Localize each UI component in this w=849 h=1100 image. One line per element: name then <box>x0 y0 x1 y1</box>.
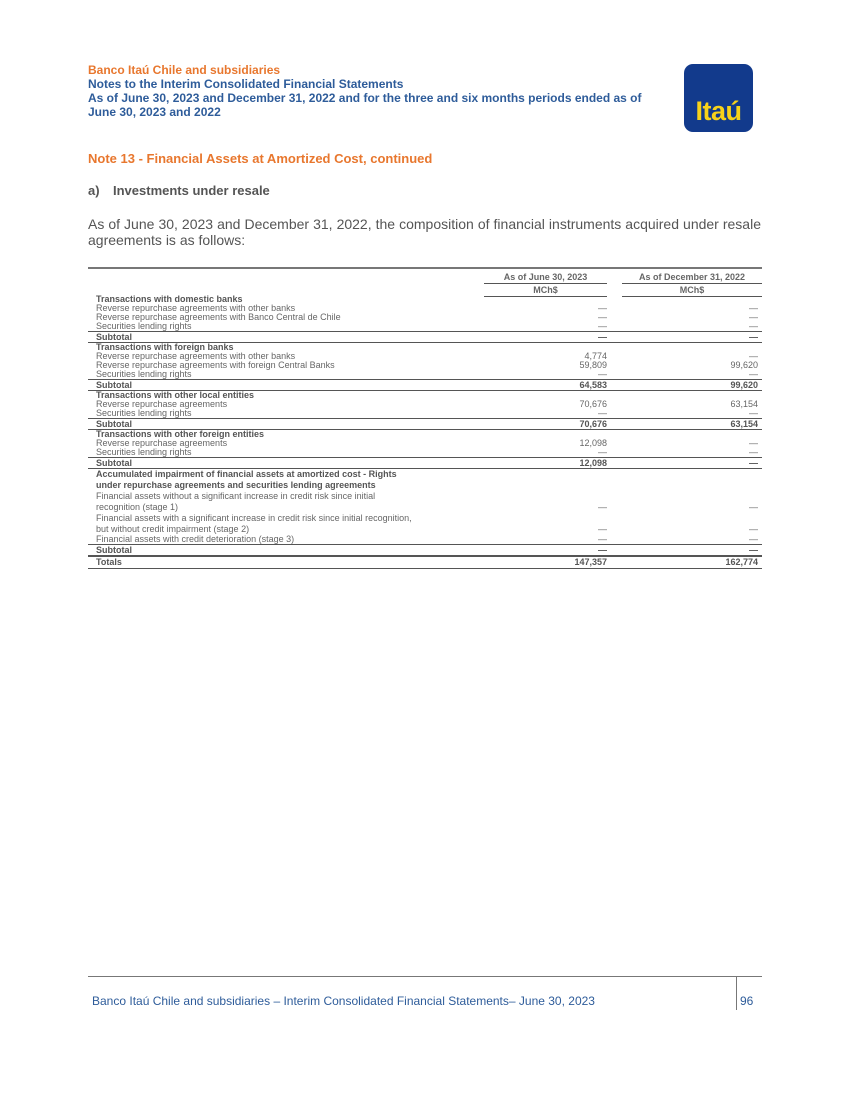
value-2022: 162,774 <box>725 557 758 567</box>
footer-text: Banco Itaú Chile and subsidiaries – Interim Consolidated Financial Statements– June 30, 2023 <box>92 994 595 1008</box>
value-2022: — <box>749 312 758 322</box>
value-2022: — <box>749 545 758 555</box>
label-line: under repurchase agreements and securities lending agreements <box>96 480 376 490</box>
column-title: As of June 30, 2023 <box>484 272 607 284</box>
section-label: a) <box>88 183 100 198</box>
value-2023: — <box>598 545 607 555</box>
header-line-2: Notes to the Interim Consolidated Financial Statements <box>88 77 404 91</box>
table-row <box>88 448 762 457</box>
column-header-december-2022 <box>622 272 762 297</box>
row-label <box>96 491 375 513</box>
value-2023: 4,774 <box>584 351 607 361</box>
row-label <box>96 513 412 535</box>
row-label: Totals <box>96 557 122 567</box>
value-2022: — <box>749 502 758 512</box>
section-row-impairment <box>88 469 762 491</box>
value-2023: — <box>598 534 607 544</box>
value-2023: 12,098 <box>579 458 607 468</box>
column-unit: MCh$ <box>484 284 607 297</box>
document-header <box>88 63 678 119</box>
value-2022: 63,154 <box>730 399 758 409</box>
header-line-4: June 30, 2023 and 2022 <box>88 105 221 119</box>
page-number: 96 <box>740 994 754 1008</box>
row-label: Securities lending rights <box>96 369 192 379</box>
row-label: Securities lending rights <box>96 447 192 457</box>
value-2022: — <box>749 524 758 534</box>
value-2023: — <box>598 369 607 379</box>
row-label: Subtotal <box>96 545 132 555</box>
value-2023: — <box>598 447 607 457</box>
row-label: Reverse repurchase agreements with foreign Central Banks <box>96 360 335 370</box>
note-title: Note 13 - Financial Assets at Amortized Cost, continued <box>88 151 433 166</box>
label-line: but without credit impairment (stage 2) <box>96 524 250 534</box>
row-label: Reverse repurchase agreements with other banks <box>96 303 296 313</box>
table-header <box>88 269 762 295</box>
value-2023: — <box>598 303 607 313</box>
intro-paragraph: As of June 30, 2023 and December 31, 2022, the composition of financial instruments acquired under resale agreements is as follows: <box>88 216 761 248</box>
footer-rule <box>88 976 762 977</box>
column-title: As of December 31, 2022 <box>622 272 762 284</box>
value-2022: — <box>749 408 758 418</box>
value-2023: — <box>598 321 607 331</box>
value-2023: 70,676 <box>579 419 607 429</box>
value-2023: — <box>598 408 607 418</box>
logo-text: Itaú <box>695 96 742 126</box>
row-label: Transactions with other local entities <box>96 390 255 400</box>
value-2023: 147,357 <box>574 557 607 567</box>
value-2022: — <box>749 332 758 342</box>
row-label: Transactions with domestic banks <box>96 294 243 304</box>
value-2022: — <box>749 369 758 379</box>
row-label: Subtotal <box>96 419 132 429</box>
value-2022: — <box>749 303 758 313</box>
section-title: Investments under resale <box>113 183 270 198</box>
value-2023: 64,583 <box>579 380 607 390</box>
column-unit: MCh$ <box>622 284 762 297</box>
value-2023: — <box>598 524 607 534</box>
row-label: Financial assets with credit deterioration (stage 3) <box>96 534 295 544</box>
value-2022: — <box>749 458 758 468</box>
row-label: Transactions with other foreign entities <box>96 429 265 439</box>
header-line-3: As of June 30, 2023 and December 31, 2022 and for the three and six months periods ended as of <box>88 91 642 105</box>
label-line: Financial assets without a significant increase in credit risk since initial <box>96 491 376 501</box>
value-2022: — <box>749 447 758 457</box>
row-label: Reverse repurchase agreements <box>96 438 228 448</box>
subtotal-row <box>88 457 762 469</box>
value-2023: 70,676 <box>579 399 607 409</box>
row-label: Subtotal <box>96 380 132 390</box>
value-2023: 12,098 <box>579 438 607 448</box>
value-2023: — <box>598 332 607 342</box>
table-row <box>88 370 762 379</box>
row-label <box>96 469 397 491</box>
totals-row <box>88 556 762 569</box>
resale-investments-table <box>88 267 762 569</box>
table-row <box>88 535 762 544</box>
company-name: Banco Itaú Chile and subsidiaries <box>88 63 281 77</box>
value-2022: — <box>749 321 758 331</box>
section-heading <box>88 183 270 198</box>
row-label: Reverse repurchase agreements <box>96 399 228 409</box>
row-label: Subtotal <box>96 332 132 342</box>
label-line: Financial assets with a significant increase in credit risk since initial recognition, <box>96 513 412 523</box>
row-label: Reverse repurchase agreements with other banks <box>96 351 296 361</box>
value-2022: 99,620 <box>730 360 758 370</box>
value-2023: 59,809 <box>579 360 607 370</box>
table-row <box>88 409 762 418</box>
subtotal-row <box>88 544 762 556</box>
value-2022: — <box>749 438 758 448</box>
footer-divider <box>736 977 737 1010</box>
value-2022: 63,154 <box>730 419 758 429</box>
row-label: Transactions with foreign banks <box>96 342 234 352</box>
value-2022: — <box>749 534 758 544</box>
value-2023: — <box>598 312 607 322</box>
column-header-june-2023 <box>484 272 607 297</box>
row-label: Subtotal <box>96 458 132 468</box>
value-2023: — <box>598 502 607 512</box>
value-2022: — <box>749 351 758 361</box>
label-line: recognition (stage 1) <box>96 502 179 512</box>
row-label: Securities lending rights <box>96 321 192 331</box>
itau-logo <box>684 64 753 132</box>
table-row <box>88 513 762 535</box>
row-label: Reverse repurchase agreements with Banco Central de Chile <box>96 312 341 322</box>
row-label: Securities lending rights <box>96 408 192 418</box>
table-row <box>88 322 762 331</box>
table-row <box>88 491 762 513</box>
value-2022: 99,620 <box>730 380 758 390</box>
label-line: Accumulated impairment of financial assets at amortized cost - Rights <box>96 469 397 479</box>
